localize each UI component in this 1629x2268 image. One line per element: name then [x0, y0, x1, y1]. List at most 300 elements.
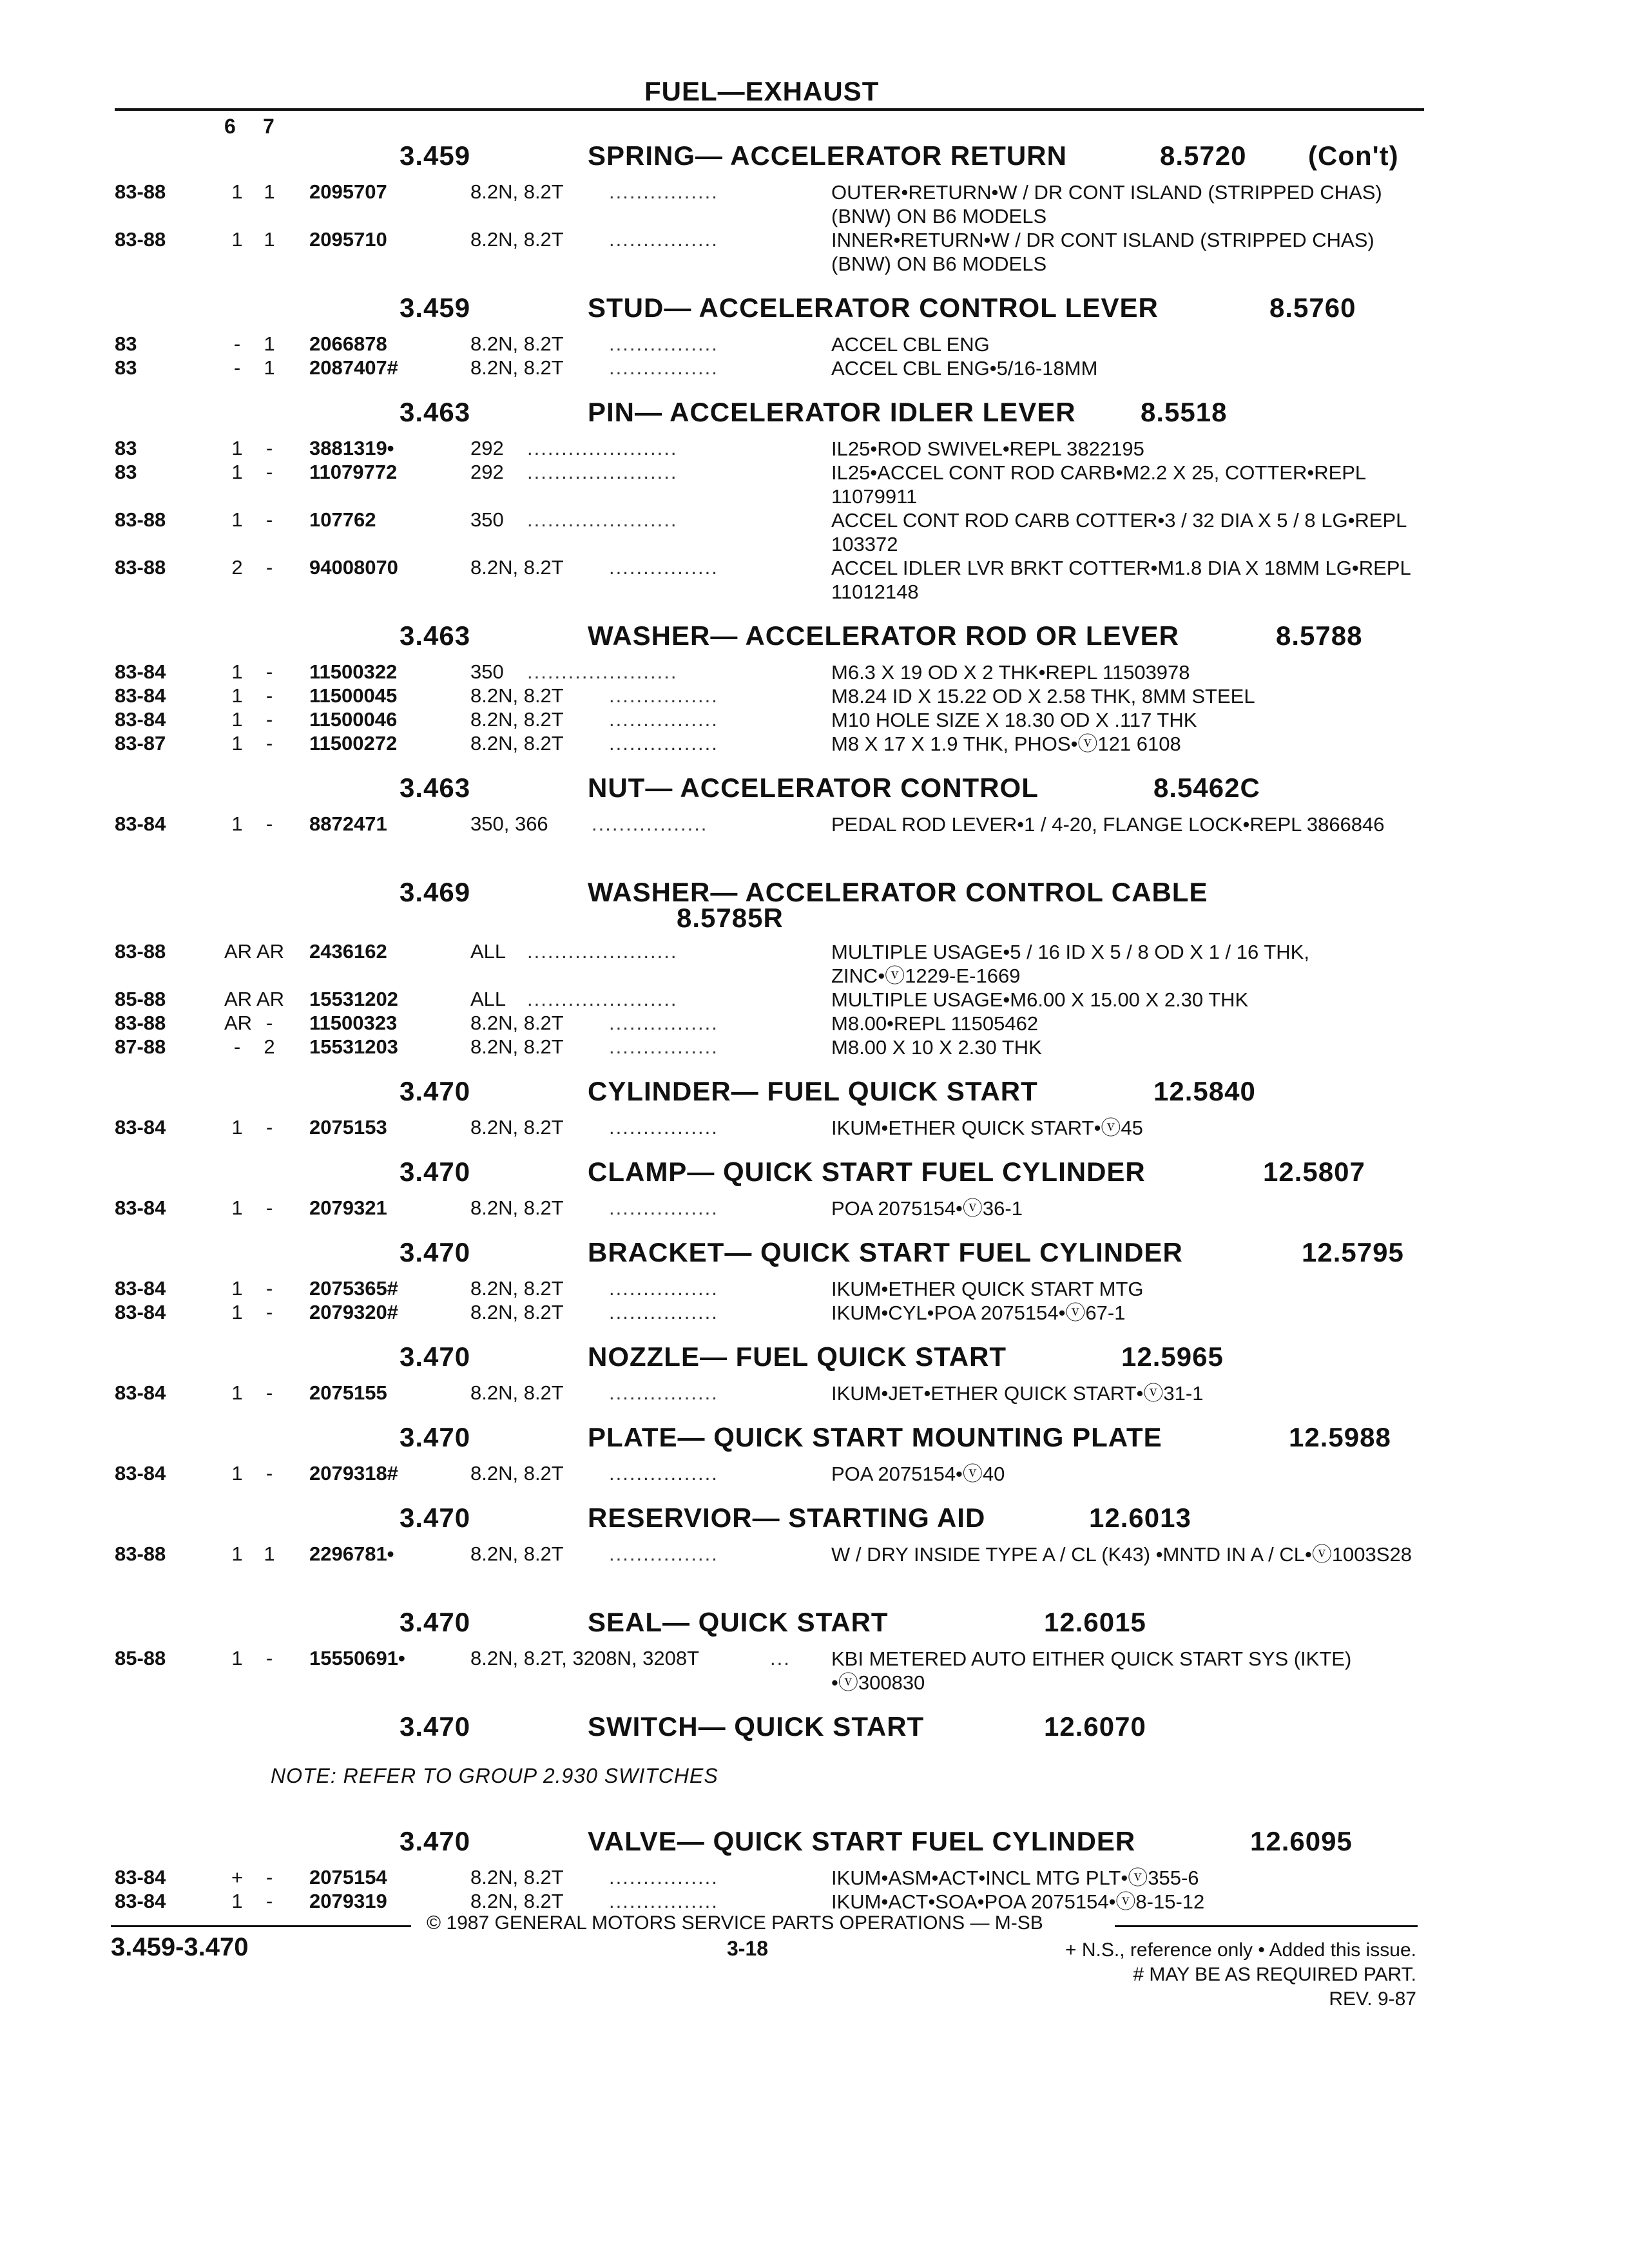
column-6-label: 6: [224, 115, 236, 138]
quantity-col-6: 1: [231, 461, 243, 483]
quantity-col-6: 1: [231, 812, 243, 835]
part-description: BRACKET— QUICK START FUEL CYLINDER: [588, 1237, 1183, 1267]
year-range: 83-84: [115, 684, 166, 707]
dot-leader: ................: [609, 556, 718, 579]
part-number: 8872471: [309, 812, 387, 835]
footer-rule-right: [1115, 1925, 1418, 1927]
part-class-number: 8.5788: [1276, 620, 1363, 651]
part-detail: OUTER•RETURN•W / DR CONT ISLAND (STRIPPED CHAS) (BNW) ON B6 MODELS: [831, 181, 1382, 227]
part-description: WASHER— ACCELERATOR CONTROL CABLE: [588, 877, 1208, 907]
model-usage: 8.2N, 8.2T: [470, 1866, 564, 1888]
table-row: [0, 812, 1629, 860]
dot-leader: ................: [609, 332, 718, 355]
quantity-col-6: -: [233, 1035, 241, 1058]
year-range: 83-88: [115, 228, 166, 251]
model-usage: 8.2N, 8.2T: [470, 1116, 564, 1139]
group-number: 3.470: [400, 1503, 471, 1533]
section-header: [0, 137, 1629, 180]
table-row: [0, 732, 1629, 756]
quantity-col-7: -: [265, 461, 273, 483]
table-row: [0, 1277, 1629, 1301]
part-number: 2075154: [309, 1866, 387, 1888]
quantity-col-7: -: [265, 1012, 273, 1034]
part-number: 11500322: [309, 660, 398, 683]
part-class-number: 12.5807: [1263, 1157, 1365, 1187]
quantity-col-6: 1: [231, 508, 243, 531]
year-range: 83-84: [115, 1277, 166, 1300]
part-detail: ACCEL CBL ENG: [831, 333, 990, 356]
section-gap: [0, 1486, 1629, 1499]
section-gap: [0, 1140, 1629, 1153]
dot-leader: ................: [609, 1277, 718, 1300]
quantity-col-7: AR: [256, 940, 285, 963]
section-header: [0, 1153, 1629, 1196]
parts-list: [0, 137, 1629, 1914]
dot-leader: .................: [592, 812, 708, 835]
year-range: 83-84: [115, 1301, 166, 1323]
year-range: 83-88: [115, 556, 166, 579]
part-class-number: 8.5760: [1269, 293, 1356, 323]
model-usage: 292: [470, 437, 504, 459]
group-number: 3.470: [400, 1711, 471, 1742]
quantity-col-7: -: [265, 437, 273, 459]
table-row: [0, 940, 1629, 988]
year-range: 83-87: [115, 732, 166, 754]
section-gap: [0, 276, 1629, 289]
quantity-col-6: 1: [231, 660, 243, 683]
footer-page-number: 3-18: [727, 1937, 769, 1960]
part-detail: POA 2075154•ⓥ40: [831, 1463, 1005, 1485]
model-usage: 8.2N, 8.2T: [470, 1890, 564, 1912]
quantity-col-6: 1: [231, 732, 243, 754]
table-row: [0, 556, 1629, 604]
quantity-col-6: 1: [231, 228, 243, 251]
section-gap: [0, 1325, 1629, 1338]
part-detail: M8.00•REPL 11505462: [831, 1012, 1039, 1035]
dot-leader: ................: [609, 1542, 718, 1565]
quantity-col-6: AR: [224, 940, 253, 963]
section-gap: [0, 1405, 1629, 1418]
part-number: 2095710: [309, 228, 387, 251]
table-row: [0, 1301, 1629, 1325]
model-usage: 8.2N, 8.2T: [470, 356, 564, 379]
year-range: 87-88: [115, 1035, 166, 1058]
dot-leader: ................: [609, 228, 718, 251]
part-class-number: 12.5988: [1289, 1422, 1391, 1452]
year-range: 83-88: [115, 508, 166, 531]
dot-leader: ......................: [527, 988, 678, 1010]
part-detail: IKUM•ETHER QUICK START•ⓥ45: [831, 1117, 1143, 1139]
model-usage: 8.2N, 8.2T: [470, 1277, 564, 1300]
quantity-col-7: 2: [264, 1035, 275, 1058]
part-number: 15531203: [309, 1035, 398, 1058]
quantity-col-6: 1: [231, 437, 243, 459]
dot-leader: ......................: [527, 508, 678, 531]
section-gap: [0, 860, 1629, 873]
year-range: 83-88: [115, 1012, 166, 1034]
part-number: 11079772: [309, 461, 398, 483]
note-text: NOTE: REFER TO GROUP 2.930 SWITCHES: [271, 1764, 718, 1787]
section-header: [0, 769, 1629, 812]
dot-leader: ................: [609, 1462, 718, 1485]
part-description: PIN— ACCELERATOR IDLER LEVER: [588, 397, 1076, 427]
table-row: [0, 332, 1629, 356]
quantity-col-7: 1: [264, 332, 275, 355]
dot-leader: ................: [609, 180, 718, 203]
section-header: [0, 1499, 1629, 1542]
part-number: 2075153: [309, 1116, 387, 1139]
quantity-col-7: -: [265, 1381, 273, 1404]
section-header: [0, 1072, 1629, 1116]
table-row: [0, 708, 1629, 732]
section-note: [0, 1751, 1629, 1809]
dot-leader: ......................: [527, 940, 678, 963]
dot-leader: ................: [609, 1890, 718, 1912]
quantity-col-7: -: [265, 508, 273, 531]
part-detail: IKUM•ETHER QUICK START MTG: [831, 1278, 1144, 1300]
quantity-col-6: 1: [231, 1116, 243, 1139]
part-class-number: 12.6095: [1250, 1826, 1353, 1856]
table-row: [0, 660, 1629, 684]
quantity-col-6: 1: [231, 708, 243, 731]
model-usage: 8.2N, 8.2T: [470, 1196, 564, 1219]
part-description: PLATE— QUICK START MOUNTING PLATE: [588, 1422, 1162, 1452]
dot-leader: ................: [609, 732, 718, 754]
dot-leader: ......................: [527, 437, 678, 459]
part-class-number: 12.5965: [1121, 1341, 1224, 1372]
quantity-col-7: -: [265, 1890, 273, 1912]
quantity-col-6: 1: [231, 1196, 243, 1219]
part-description: STUD— ACCELERATOR CONTROL LEVER: [588, 293, 1159, 323]
part-class-number: 12.6070: [1044, 1711, 1146, 1742]
quantity-col-7: -: [265, 1196, 273, 1219]
dot-leader: ................: [609, 684, 718, 707]
section-header: [0, 1603, 1629, 1647]
table-row: [0, 1462, 1629, 1486]
part-number: 11500323: [309, 1012, 398, 1034]
model-usage: 8.2N, 8.2T: [470, 180, 564, 203]
part-detail: KBI METERED AUTO EITHER QUICK START SYS (IKTE) •ⓥ300830: [831, 1648, 1352, 1694]
quantity-col-6: 1: [231, 1277, 243, 1300]
group-number: 3.470: [400, 1237, 471, 1267]
section-header: [0, 1707, 1629, 1751]
table-row: [0, 684, 1629, 708]
section-header: [0, 393, 1629, 437]
legend-line-2: # MAY BE AS REQUIRED PART.: [1133, 1964, 1416, 1985]
part-detail: M8.24 ID X 15.22 OD X 2.58 THK, 8MM STEEL: [831, 685, 1255, 707]
legend-line-1: + N.S., reference only • Added this issue.: [1065, 1939, 1416, 1961]
dot-leader: ......................: [527, 461, 678, 483]
group-number: 3.463: [400, 620, 471, 651]
table-row: [0, 1012, 1629, 1035]
section-gap: [0, 604, 1629, 617]
model-usage: 8.2N, 8.2T: [470, 1542, 564, 1565]
part-description: SPRING— ACCELERATOR RETURN: [588, 140, 1067, 171]
section-header: [0, 1233, 1629, 1277]
table-row: [0, 988, 1629, 1012]
part-number: 11500045: [309, 684, 398, 707]
part-detail: M6.3 X 19 OD X 2 THK•REPL 11503978: [831, 661, 1190, 684]
table-row: [0, 1035, 1629, 1059]
table-row: [0, 1647, 1629, 1695]
quantity-col-7: -: [265, 556, 273, 579]
table-row: [0, 1196, 1629, 1220]
part-detail: PEDAL ROD LEVER•1 / 4-20, FLANGE LOCK•REPL 3866846: [831, 813, 1385, 836]
quantity-col-6: AR: [224, 988, 253, 1010]
quantity-col-7: -: [265, 708, 273, 731]
part-number: 2079320#: [309, 1301, 398, 1323]
part-number: 2079319: [309, 1890, 387, 1912]
footer-legend: [1065, 1938, 1416, 2012]
part-number: 2066878: [309, 332, 387, 355]
dot-leader: ................: [609, 1035, 718, 1058]
part-detail: M10 HOLE SIZE X 18.30 OD X .117 THK: [831, 709, 1197, 731]
year-range: 83-84: [115, 1381, 166, 1404]
group-number: 3.470: [400, 1607, 471, 1637]
quantity-col-7: -: [265, 732, 273, 754]
quantity-col-7: -: [265, 1277, 273, 1300]
part-description: SWITCH— QUICK START: [588, 1711, 925, 1742]
group-number: 3.459: [400, 293, 471, 323]
quantity-col-6: 1: [231, 684, 243, 707]
model-usage: 8.2N, 8.2T: [470, 1462, 564, 1485]
table-row: [0, 1116, 1629, 1140]
year-range: 83-88: [115, 940, 166, 963]
table-row: [0, 508, 1629, 556]
group-number: 3.463: [400, 397, 471, 427]
quantity-col-7: 1: [264, 228, 275, 251]
part-class-number: 8.5785R: [677, 903, 784, 933]
quantity-col-7: 1: [264, 1542, 275, 1565]
part-number: 107762: [309, 508, 376, 531]
footer-copyright: © 1987 GENERAL MOTORS SERVICE PARTS OPERATIONS — M-SB: [427, 1912, 1043, 1934]
dot-leader: ................: [609, 356, 718, 379]
part-detail: ACCEL CONT ROD CARB COTTER•3 / 32 DIA X 5 / 8 LG•REPL 103372: [831, 509, 1407, 555]
dot-leader: ................: [609, 708, 718, 731]
part-detail: ACCEL CBL ENG•5/16-18MM: [831, 357, 1098, 380]
quantity-col-7: -: [265, 660, 273, 683]
part-number: 15531202: [309, 988, 398, 1010]
model-usage: ALL: [470, 940, 506, 963]
part-number: 2075365#: [309, 1277, 398, 1300]
part-number: 2095707: [309, 180, 387, 203]
quantity-col-6: 1: [231, 1890, 243, 1912]
group-number: 3.470: [400, 1341, 471, 1372]
part-detail: W / DRY INSIDE TYPE A / CL (K43) •MNTD IN A / CL•ⓥ1003S28: [831, 1543, 1412, 1566]
section-header: [0, 1822, 1629, 1866]
dot-leader: ......................: [527, 660, 678, 683]
model-usage: 8.2N, 8.2T: [470, 556, 564, 579]
part-detail: IL25•ACCEL CONT ROD CARB•M2.2 X 25, COTTER•REPL 11079911: [831, 461, 1366, 508]
model-usage: 8.2N, 8.2T: [470, 1012, 564, 1034]
quantity-col-7: 1: [264, 180, 275, 203]
part-number: 3881319•: [309, 437, 394, 459]
table-row: [0, 461, 1629, 508]
group-number: 3.470: [400, 1422, 471, 1452]
part-description: NOZZLE— FUEL QUICK START: [588, 1341, 1007, 1372]
quantity-col-6: -: [233, 356, 241, 379]
quantity-col-7: -: [265, 1866, 273, 1888]
part-class-number: 12.5795: [1302, 1237, 1404, 1267]
year-range: 83-84: [115, 812, 166, 835]
model-usage: 8.2N, 8.2T, 3208N, 3208T: [470, 1647, 700, 1669]
part-class-number: 8.5462C: [1153, 773, 1260, 803]
quantity-col-6: 1: [231, 1301, 243, 1323]
part-number: 2296781•: [309, 1542, 394, 1565]
continued-label: (Con't): [1308, 140, 1399, 171]
table-row: [0, 437, 1629, 461]
table-row: [0, 180, 1629, 228]
column-7-label: 7: [263, 115, 275, 138]
group-number: 3.459: [400, 140, 471, 171]
year-range: 83-84: [115, 1890, 166, 1912]
table-row: [0, 1890, 1629, 1914]
quantity-col-7: -: [265, 1301, 273, 1323]
section-gap: [0, 1809, 1629, 1822]
part-number: 2436162: [309, 940, 387, 963]
part-description: NUT— ACCELERATOR CONTROL: [588, 773, 1039, 803]
part-description: CLAMP— QUICK START FUEL CYLINDER: [588, 1157, 1146, 1187]
section-header: [0, 289, 1629, 332]
group-number: 3.469: [400, 877, 471, 907]
quantity-col-6: +: [231, 1866, 244, 1888]
quantity-col-7: -: [265, 1647, 273, 1669]
dot-leader: ................: [609, 1196, 718, 1219]
model-usage: 350, 366: [470, 812, 548, 835]
year-range: 83-88: [115, 180, 166, 203]
section-header: [0, 617, 1629, 660]
title-rule: [115, 108, 1424, 111]
section-gap: [0, 756, 1629, 769]
model-usage: 8.2N, 8.2T: [470, 1381, 564, 1404]
model-usage: 8.2N, 8.2T: [470, 332, 564, 355]
quantity-col-7: AR: [256, 988, 285, 1010]
year-range: 85-88: [115, 988, 166, 1010]
quantity-col-6: 1: [231, 1381, 243, 1404]
part-detail: M8.00 X 10 X 2.30 THK: [831, 1036, 1042, 1059]
quantity-col-6: 1: [231, 1647, 243, 1669]
section-header: [0, 1338, 1629, 1381]
group-number: 3.470: [400, 1826, 471, 1856]
section-gap: [0, 1220, 1629, 1233]
section-header: [0, 873, 1629, 940]
part-detail: MULTIPLE USAGE•M6.00 X 15.00 X 2.30 THK: [831, 988, 1249, 1011]
quantity-col-6: -: [233, 332, 241, 355]
year-range: 85-88: [115, 1647, 166, 1669]
part-detail: IKUM•ACT•SOA•POA 2075154•ⓥ8-15-12: [831, 1890, 1205, 1913]
table-row: [0, 1381, 1629, 1405]
part-detail: IKUM•CYL•POA 2075154•ⓥ67-1: [831, 1302, 1126, 1324]
part-detail: POA 2075154•ⓥ36-1: [831, 1197, 1023, 1220]
quantity-col-6: 1: [231, 1542, 243, 1565]
footer-group-range: 3.459-3.470: [111, 1933, 249, 1961]
part-class-number: 12.6013: [1089, 1503, 1191, 1533]
dot-leader: ................: [609, 1866, 718, 1888]
year-range: 83-84: [115, 708, 166, 731]
page-title: FUEL—EXHAUST: [644, 76, 880, 106]
part-class-number: 8.5518: [1141, 397, 1228, 427]
quantity-col-6: 1: [231, 180, 243, 203]
part-detail: IKUM•JET•ETHER QUICK START•ⓥ31-1: [831, 1382, 1204, 1405]
quantity-col-6: 2: [231, 556, 243, 579]
year-range: 83: [115, 461, 137, 483]
part-detail: INNER•RETURN•W / DR CONT ISLAND (STRIPPED CHAS) (BNW) ON B6 MODELS: [831, 229, 1374, 275]
part-detail: M8 X 17 X 1.9 THK, PHOS•ⓥ121 6108: [831, 733, 1181, 755]
part-number: 2079318#: [309, 1462, 398, 1485]
part-description: RESERVIOR— STARTING AID: [588, 1503, 986, 1533]
part-detail: IL25•ROD SWIVEL•REPL 3822195: [831, 437, 1144, 460]
part-detail: ACCEL IDLER LVR BRKT COTTER•M1.8 DIA X 18MM LG•REPL 11012148: [831, 557, 1411, 603]
part-class-number: 12.5840: [1153, 1076, 1256, 1106]
model-usage: ALL: [470, 988, 506, 1010]
dot-leader: ................: [609, 1116, 718, 1139]
model-usage: 8.2N, 8.2T: [470, 708, 564, 731]
section-gap: [0, 1590, 1629, 1603]
part-class-number: 12.6015: [1044, 1607, 1146, 1637]
year-range: 83-84: [115, 1196, 166, 1219]
table-row: [0, 1542, 1629, 1590]
part-description: VALVE— QUICK START FUEL CYLINDER: [588, 1826, 1136, 1856]
part-detail: IKUM•ASM•ACT•INCL MTG PLT•ⓥ355-6: [831, 1867, 1199, 1889]
group-number: 3.463: [400, 773, 471, 803]
quantity-col-7: -: [265, 812, 273, 835]
table-row: [0, 356, 1629, 380]
quantity-col-7: 1: [264, 356, 275, 379]
section-gap: [0, 380, 1629, 393]
group-number: 3.470: [400, 1076, 471, 1106]
year-range: 83: [115, 437, 137, 459]
year-range: 83-84: [115, 1462, 166, 1485]
section-header: [0, 1418, 1629, 1462]
dot-leader: ................: [609, 1012, 718, 1034]
table-row: [0, 1866, 1629, 1890]
part-class-number: 8.5720: [1160, 140, 1247, 171]
year-range: 83-88: [115, 1542, 166, 1565]
footer-rule-left: [111, 1925, 411, 1927]
model-usage: 8.2N, 8.2T: [470, 732, 564, 754]
model-usage: 8.2N, 8.2T: [470, 684, 564, 707]
quantity-col-7: -: [265, 1462, 273, 1485]
part-number: 11500046: [309, 708, 398, 731]
year-range: 83-84: [115, 1866, 166, 1888]
part-number: 11500272: [309, 732, 398, 754]
section-gap: [0, 1695, 1629, 1707]
part-number: 2087407#: [309, 356, 398, 379]
year-range: 83: [115, 332, 137, 355]
quantity-col-7: -: [265, 684, 273, 707]
model-usage: 8.2N, 8.2T: [470, 228, 564, 251]
year-range: 83: [115, 356, 137, 379]
dot-leader: ...: [770, 1647, 791, 1669]
section-gap: [0, 1059, 1629, 1072]
part-detail: MULTIPLE USAGE•5 / 16 ID X 5 / 8 OD X 1 / 16 THK, ZINC•ⓥ1229-E-1669: [831, 941, 1309, 987]
part-description: SEAL— QUICK START: [588, 1607, 889, 1637]
legend-line-3: REV. 9-87: [1329, 1988, 1416, 2010]
model-usage: 350: [470, 660, 504, 683]
part-description: WASHER— ACCELERATOR ROD OR LEVER: [588, 620, 1179, 651]
part-description: CYLINDER— FUEL QUICK START: [588, 1076, 1038, 1106]
part-number: 15550691•: [309, 1647, 405, 1669]
year-range: 83-84: [115, 1116, 166, 1139]
model-usage: 8.2N, 8.2T: [470, 1301, 564, 1323]
quantity-col-6: 1: [231, 1462, 243, 1485]
dot-leader: ................: [609, 1301, 718, 1323]
model-usage: 8.2N, 8.2T: [470, 1035, 564, 1058]
group-number: 3.470: [400, 1157, 471, 1187]
quantity-col-6: AR: [224, 1012, 253, 1034]
dot-leader: ................: [609, 1381, 718, 1404]
part-number: 2079321: [309, 1196, 387, 1219]
